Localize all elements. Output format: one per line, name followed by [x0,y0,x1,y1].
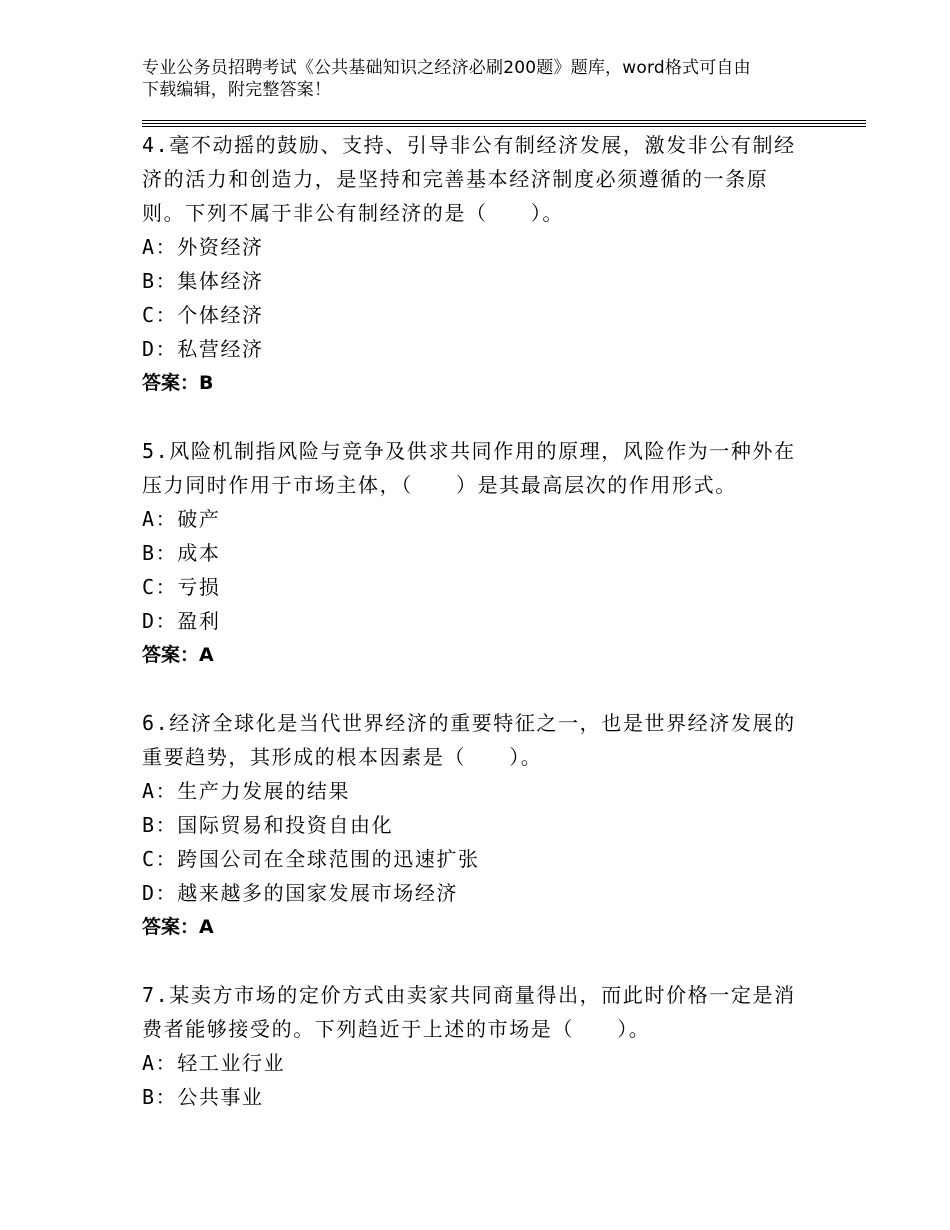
question-4-option-b: B：集体经济 [142,269,264,293]
header-line-2: 下载编辑，附完整答案！ [142,80,332,100]
header-rule-top [142,120,866,121]
question-list [142,128,802,1114]
question-5-text: 5.风险机制指风险与竞争及供求共同作用的原理，风险作为一种外在压力同时作用于市场主体，（ ）是其最高层次的作用形式。 [142,439,796,497]
question-5-option-a: A：破产 [142,507,221,531]
question-5-option-b: B：成本 [142,541,221,565]
question-4-text: 4.毫不动摇的鼓励、支持、引导非公有制经济发展，激发非公有制经济的活力和创造力，是坚持和完善基本经济制度必须遵循的一条原则。下列不属于非公有制经济的是（ ）。 [142,133,796,225]
question-6-text: 6.经济全球化是当代世界经济的重要特征之一，也是世界经济发展的重要趋势，其形成的根本因素是（ ）。 [142,711,796,769]
question-4-answer: 答案：B [142,372,214,394]
header-rule-bottom [142,126,866,127]
question-5 [142,434,802,672]
question-6-answer: 答案：A [142,916,214,938]
question-4 [142,128,802,400]
question-7-option-b: B：公共事业 [142,1085,264,1109]
spacer [142,672,802,706]
question-6-option-b: B：国际贸易和投资自由化 [142,813,394,837]
question-4-option-a: A：外资经济 [142,235,264,259]
spacer [142,400,802,434]
question-6-option-c: C：跨国公司在全球范围的迅速扩张 [142,847,480,871]
question-7 [142,978,802,1114]
question-6 [142,706,802,944]
question-5-option-d: D：盈利 [142,609,221,633]
question-7-option-a: A：轻工业行业 [142,1051,286,1075]
header-rule-middle [142,123,866,124]
question-7-text: 7.某卖方市场的定价方式由卖家共同商量得出，而此时价格一定是消费者能够接受的。下列趋近于上述的市场是（ ）。 [142,983,796,1041]
question-4-option-c: C：个体经济 [142,303,264,327]
question-5-option-c: C：亏损 [142,575,221,599]
question-5-answer: 答案：A [142,644,214,666]
question-4-option-d: D：私营经济 [142,337,264,361]
question-6-option-a: A：生产力发展的结果 [142,779,351,803]
spacer [142,944,802,978]
question-6-option-d: D：越来越多的国家发展市场经济 [142,881,459,905]
document-header [142,57,822,101]
header-line-1: 专业公务员招聘考试《公共基础知识之经济必刷200题》题库，word格式可自由 [142,58,751,78]
